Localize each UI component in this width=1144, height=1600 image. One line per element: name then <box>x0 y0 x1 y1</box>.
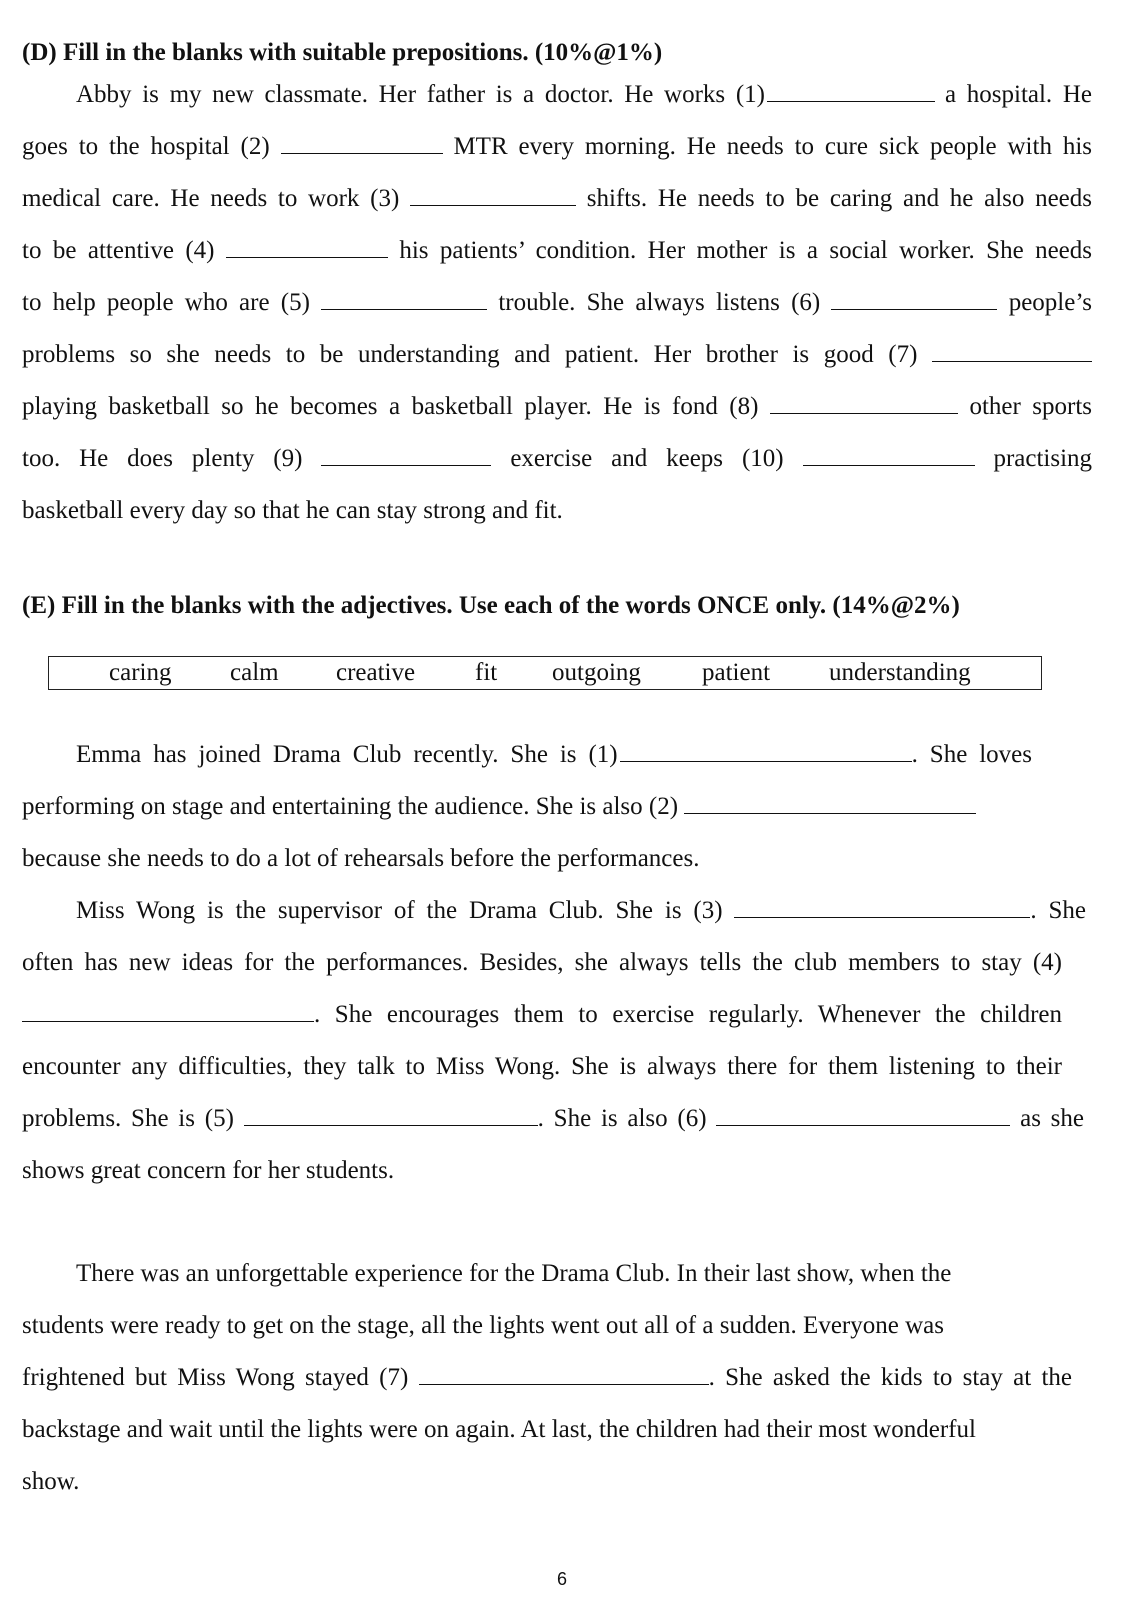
blank-d-8[interactable] <box>770 391 958 414</box>
text-segment: goes to the hospital (2) <box>22 133 270 160</box>
passage-line <box>22 729 1032 781</box>
word-bank-box <box>48 656 1042 690</box>
passage-line <box>22 1300 1052 1352</box>
text-segment: Abby is my new classmate. Her father is a doctor. He works (1) <box>76 81 765 108</box>
blank-d-10[interactable] <box>803 443 975 466</box>
section-e-passage-1 <box>22 729 1032 885</box>
passage-line <box>22 329 1092 381</box>
passage-line <box>22 989 1062 1041</box>
text-segment: There was an unforgettable experience for the Drama Club. In their last show, when the <box>76 1260 952 1287</box>
text-segment: medical care. He needs to work (3) <box>22 185 400 212</box>
text-segment: students were ready to get on the stage, all the lights went out all of a sudden. Everyone was <box>22 1312 944 1339</box>
text-segment: his patients’ condition. Her mother is a social worker. She needs <box>399 237 1093 264</box>
text-segment: often has new ideas for the performances. Besides, she always tells the club members to stay (4) <box>22 949 1062 976</box>
word-bank-item: fit <box>475 659 498 686</box>
section-e-passage-2 <box>22 885 1087 1197</box>
word-bank-item: understanding <box>829 659 971 686</box>
text-segment: playing basketball so he becomes a basketball player. He is fond (8) <box>22 393 759 420</box>
passage-line <box>22 1404 1052 1456</box>
text-segment: people’s <box>1008 289 1093 316</box>
passage-line <box>22 69 1092 121</box>
text-segment: . She asked the kids to stay at the <box>708 1364 1072 1391</box>
text-segment: practising <box>993 445 1093 472</box>
text-segment: Miss Wong is the supervisor of the Drama Club. She is (3) <box>76 897 723 924</box>
passage-line <box>22 1352 1072 1404</box>
passage-line <box>22 1248 1052 1300</box>
text-segment: . She loves <box>911 741 1032 768</box>
passage-line <box>22 937 1062 989</box>
text-segment: problems so she needs to be understanding and patient. Her brother is good (7) <box>22 341 918 368</box>
blank-d-5[interactable] <box>321 287 487 310</box>
passage-line <box>22 1041 1062 1093</box>
text-segment: because she needs to do a lot of rehearsals before the performances. <box>22 845 700 872</box>
text-segment: MTR every morning. He needs to cure sick people with his <box>453 133 1093 160</box>
text-segment: Emma has joined Drama Club recently. She is (1) <box>76 741 618 768</box>
blank-e-3[interactable] <box>734 895 1030 918</box>
passage-line <box>22 173 1092 225</box>
passage-line <box>22 781 1032 833</box>
text-segment: to be attentive (4) <box>22 237 215 264</box>
text-segment: shifts. He needs to be caring and he also needs <box>586 185 1093 212</box>
section-d-passage <box>22 69 1092 537</box>
page-number: 6 <box>557 1569 568 1589</box>
passage-line <box>22 833 1032 885</box>
passage-line <box>22 121 1092 173</box>
text-segment: exercise and keeps (10) <box>510 445 784 472</box>
blank-e-4[interactable] <box>22 999 314 1022</box>
blank-e-6[interactable] <box>716 1103 1010 1126</box>
text-segment: problems. She is (5) <box>22 1105 234 1132</box>
blank-e-2[interactable] <box>684 791 976 814</box>
text-segment: as she <box>1020 1105 1085 1132</box>
blank-e-5[interactable] <box>244 1103 538 1126</box>
text-segment: . She encourages them to exercise regularly. Whenever the children <box>314 1001 1062 1028</box>
text-segment: show. <box>22 1468 80 1495</box>
passage-line <box>22 277 1092 329</box>
word-bank-item: calm <box>230 659 279 686</box>
passage-line <box>22 1456 1052 1508</box>
text-segment: other sports <box>969 393 1093 420</box>
word-bank-item: outgoing <box>552 659 641 686</box>
blank-d-1[interactable] <box>767 79 935 102</box>
text-segment: . She is also (6) <box>537 1105 707 1132</box>
passage-line <box>22 381 1092 433</box>
text-segment: shows great concern for her students. <box>22 1157 395 1184</box>
text-segment: frightened but Miss Wong stayed (7) <box>22 1364 409 1391</box>
text-segment: performing on stage and entertaining the audience. She is also (2) <box>22 793 679 820</box>
passage-line <box>22 433 1092 485</box>
text-segment: encounter any difficulties, they talk to Miss Wong. She is always there for them listening to their <box>22 1053 1062 1080</box>
passage-line <box>22 885 1086 937</box>
passage-line <box>22 485 1092 537</box>
word-bank-item: creative <box>336 659 416 686</box>
text-segment: trouble. She always listens (6) <box>498 289 821 316</box>
section-e-passage-3 <box>22 1248 1072 1508</box>
blank-d-7[interactable] <box>932 339 1092 362</box>
text-segment: to help people who are (5) <box>22 289 310 316</box>
section-e-heading: (E) Fill in the blanks with the adjectives. Use each of the words ONCE only. (14%@2%) <box>22 592 960 619</box>
blank-d-3[interactable] <box>410 183 576 206</box>
blank-e-7[interactable] <box>419 1362 709 1385</box>
blank-d-2[interactable] <box>281 131 443 154</box>
blank-e-1[interactable] <box>620 739 912 762</box>
section-d-heading: (D) Fill in the blanks with suitable prepositions. (10%@1%) <box>22 39 663 66</box>
text-segment: basketball every day so that he can stay strong and fit. <box>22 497 563 524</box>
word-bank-item: patient <box>702 659 771 686</box>
text-segment: a hospital. He <box>945 81 1093 108</box>
blank-d-4[interactable] <box>226 235 388 258</box>
passage-line <box>22 225 1092 277</box>
blank-d-9[interactable] <box>321 443 491 466</box>
text-segment: . She <box>1030 897 1087 924</box>
text-segment: backstage and wait until the lights were on again. At last, the children had their most wonderful <box>22 1416 976 1443</box>
word-bank-item: caring <box>109 659 172 686</box>
passage-line <box>22 1145 1062 1197</box>
text-segment: too. He does plenty (9) <box>22 445 303 472</box>
passage-line <box>22 1093 1084 1145</box>
blank-d-6[interactable] <box>831 287 997 310</box>
